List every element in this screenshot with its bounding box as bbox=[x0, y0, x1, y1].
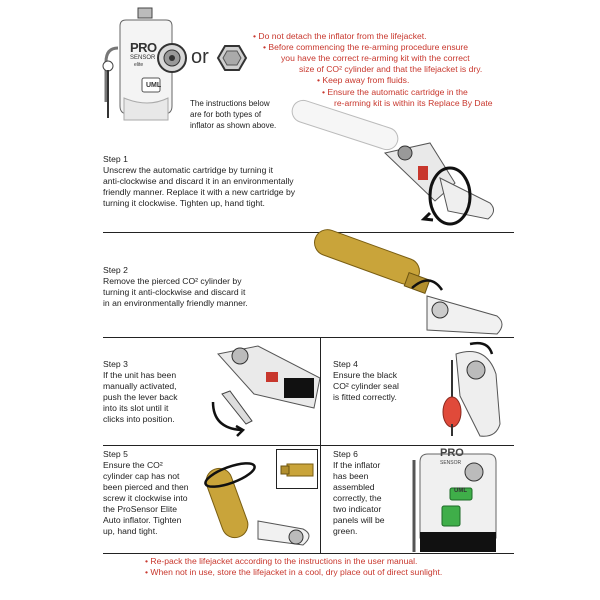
divider-4 bbox=[103, 553, 514, 554]
cylinder-cap-closeup bbox=[276, 449, 318, 489]
divider-1 bbox=[103, 232, 514, 233]
step-4-seal-illustration bbox=[430, 340, 525, 445]
step-3-lever-illustration bbox=[208, 342, 320, 442]
step-6-brand-label: PRO bbox=[440, 447, 464, 459]
step-4-title: Step 4 bbox=[333, 359, 358, 369]
step-5-title: Step 5 bbox=[103, 449, 128, 459]
device-sub-label: SENSOR bbox=[130, 55, 156, 61]
device-badge-label: UML bbox=[146, 82, 162, 89]
warning-4: • Ensure the automatic cartridge in the bbox=[322, 87, 468, 97]
step-3-text: Step 3 If the unit has been manually activated, push the lever back into its slot until it clicks into position. bbox=[103, 359, 178, 424]
warning-3: • Keep away from fluids. bbox=[317, 75, 410, 85]
step-2-title: Step 2 bbox=[103, 265, 128, 275]
step-1-text: Step 1 Unscrew the automatic cartridge by turning it anti-clockwise and discard it in an environmentally friendly manner. Replace it with a new cartridge by turning it clockwise. Tighten up, hand tight. bbox=[103, 154, 296, 208]
footer-note-1: • Re-pack the lifejacket according to the instructions in the user manual. bbox=[145, 556, 418, 566]
step-1-title: Step 1 bbox=[103, 154, 128, 164]
hex-knob-icon bbox=[217, 44, 247, 72]
warning-4b: re-arming kit is within its Replace By Date bbox=[334, 98, 493, 108]
divider-vertical-1 bbox=[320, 337, 321, 445]
warning-1: • Do not detach the inflator from the lifejacket. bbox=[253, 31, 427, 41]
or-label: or bbox=[191, 46, 209, 68]
device-model-label: elite bbox=[134, 62, 144, 68]
step-1-cartridge-illustration bbox=[290, 108, 515, 233]
footer-note-2: • When not in use, store the lifejacket in a cool, dry place out of direct sunlight. bbox=[145, 567, 443, 577]
step-6-badge-label: UML bbox=[454, 488, 467, 494]
step-6-sub-label: SENSOR bbox=[440, 460, 462, 466]
device-brand-label: PRO bbox=[130, 40, 157, 55]
step-2-text: Step 2 Remove the pierced CO² cylinder by turning it anti-clockwise and discard it in an environmentally friendly manner. bbox=[103, 265, 248, 308]
step-5-text: Step 5 Ensure the CO² cylinder cap has not been pierced and then screw it clockwise into the ProSensor Elite Auto inflator. Tighten up, hand tight. bbox=[103, 449, 189, 536]
step-4-text: Step 4 Ensure the black CO² cylinder seal is fitted correctly. bbox=[333, 359, 399, 402]
step-3-title: Step 3 bbox=[103, 359, 128, 369]
instructions-note: The instructions below are for both types of inflator as shown above. bbox=[190, 99, 277, 130]
divider-vertical-2 bbox=[320, 445, 321, 553]
step-6-text: Step 6 If the inflator has been assembled correctly, the two indicator panels will be green. bbox=[333, 449, 385, 536]
cylinder-cap-icon bbox=[281, 454, 313, 484]
step-2-cylinder-illustration bbox=[312, 236, 517, 336]
divider-2 bbox=[103, 337, 514, 338]
step-6-title: Step 6 bbox=[333, 449, 358, 459]
manual-knob-icon bbox=[156, 42, 188, 74]
warning-2c: size of CO² cylinder and that the lifejacket is dry. bbox=[299, 64, 483, 74]
warning-2b: you have the correct re-arming kit with the correct bbox=[281, 53, 470, 63]
warning-2: • Before commencing the re-arming procedure ensure bbox=[263, 42, 469, 52]
